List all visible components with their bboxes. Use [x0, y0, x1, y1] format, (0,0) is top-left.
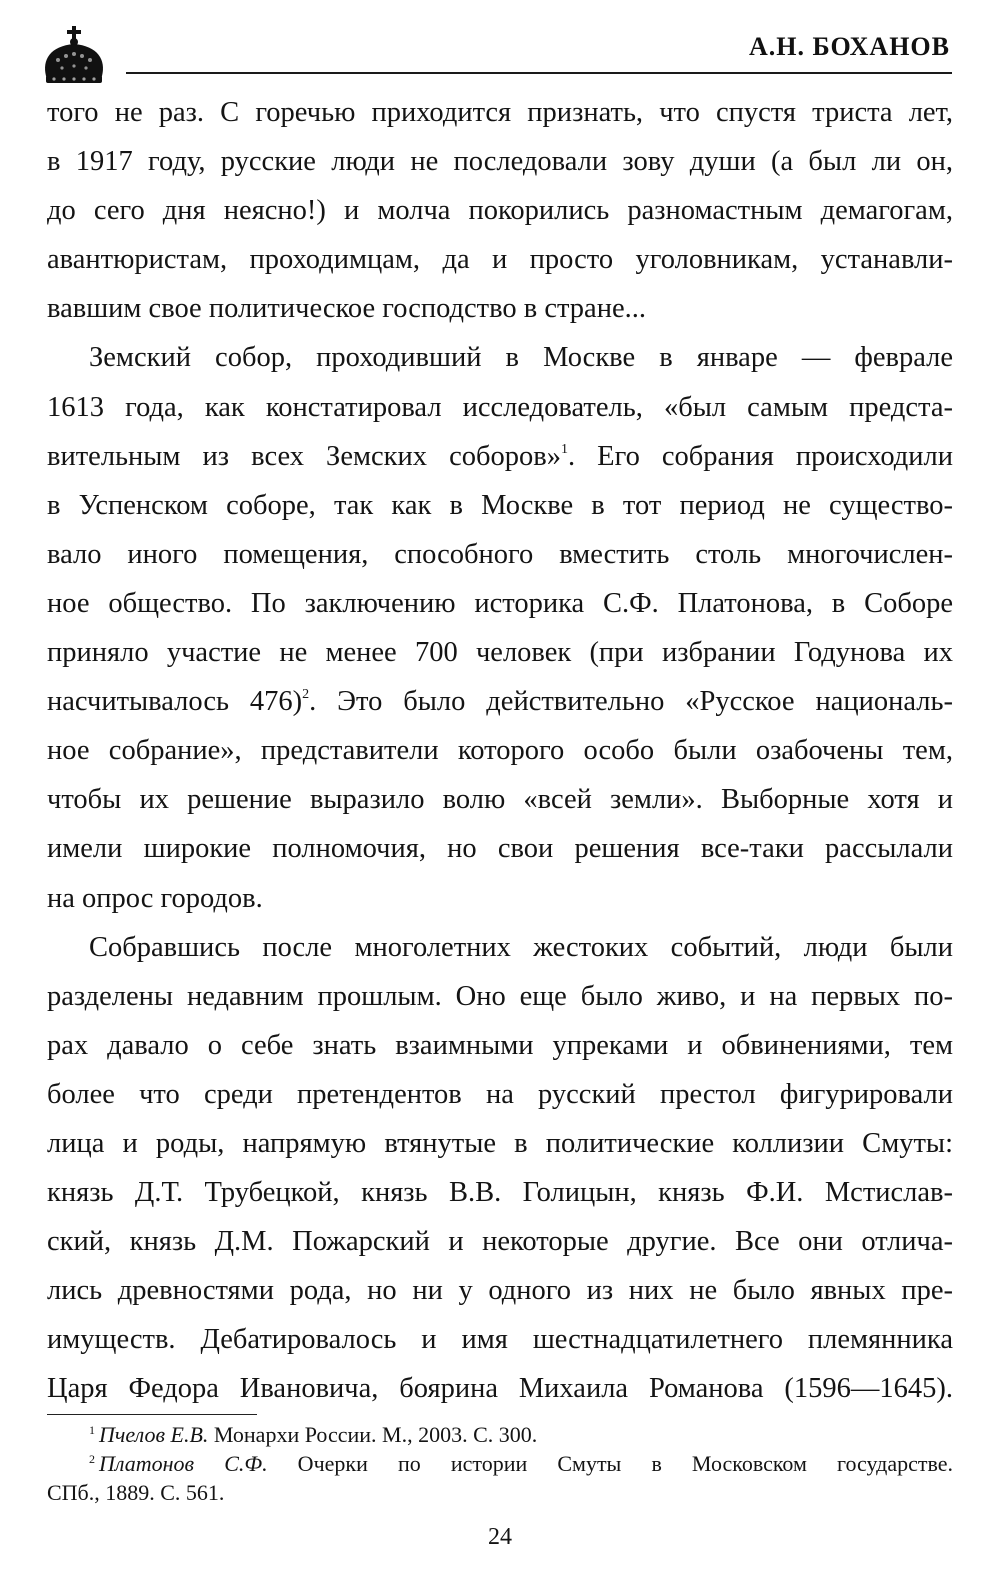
footnote-text: Монархи России. М., 2003. С. 300. [208, 1422, 538, 1447]
text-line: в Успенском соборе, так как в Москве в тот период не существо- [47, 489, 953, 521]
text-line: Земский собор, проходивший в Москве в январе — феврале [89, 342, 953, 374]
text-line: ное общество. По заключению историка С.Ф. Платонова, в Соборе [47, 587, 953, 619]
text-fragment: вительным из всех Земских соборов» [47, 440, 561, 472]
text-line: Собравшись после многолетних жестоких событий, люди были [89, 931, 953, 963]
text-fragment: . Это было действительно «Русское националь- [309, 686, 953, 718]
footnote-author: Платонов С.Ф. [99, 1451, 268, 1476]
text-line: вавшим свое политическое господство в стране... [47, 293, 646, 325]
text-line: приняло участие не менее 700 человек (при избрании Годунова их [47, 637, 953, 669]
text-line: того не раз. С горечью приходится признать, что спустя триста лет, [47, 97, 953, 128]
crown-icon [40, 26, 108, 88]
text-line: князь Д.Т. Трубецкой, князь В.В. Голицын, князь Ф.И. Мстислав- [47, 1177, 953, 1209]
footnotes [47, 1420, 953, 1507]
header-rule [126, 72, 952, 74]
text-line: имели широкие полномочия, но свои решения все-таки рассылали [47, 833, 953, 865]
text-line: ский, князь Д.М. Пожарский и некоторые другие. Все они отлича- [47, 1226, 953, 1258]
text-line: Царя Федора Ивановича, боярина Михаила Романова (1596—1645). [47, 1373, 953, 1405]
text-line: в 1917 году, русские люди не последовали зову души (а был ли он, [47, 146, 953, 178]
text-line: вало иного помещения, способного вместить столь многочислен- [47, 538, 953, 570]
text-line: ное собрание», представители которого особо были озабочены тем, [47, 735, 953, 767]
text-line: на опрос городов. [47, 882, 263, 914]
text-line [47, 677, 953, 726]
footnote-number: 2 [89, 1452, 95, 1466]
text-line: до сего дня неясно!) и молча покорились разномастным демагогам, [47, 195, 953, 227]
footnote-mark: 2 [302, 687, 310, 703]
text-line: 1613 года, как констатировал исследователь, «был самым предста- [47, 391, 953, 423]
footnote-number: 1 [89, 1423, 95, 1437]
footnote-2 [47, 1449, 953, 1478]
text-line: имуществ. Дебатировалось и имя шестнадцатилетнего племянника [47, 1324, 953, 1356]
text-line: чтобы их решение выразило волю «всей земли». Выборные хотя и [47, 784, 953, 816]
body-text [47, 88, 953, 1414]
footnote-mark: 1 [560, 441, 568, 457]
text-line: лица и роды, напрямую втянутые в политические коллизии Смуты: [47, 1127, 953, 1159]
text-line [47, 432, 953, 481]
text-fragment: . Его собрания происходили [567, 440, 954, 472]
text-line: рах давало о себе знать взаимными упреками и обвинениями, тем [47, 1029, 953, 1061]
running-header-author: А.Н. БОХАНОВ [748, 32, 950, 61]
page-number: 24 [488, 1524, 512, 1550]
footnote-1 [47, 1420, 953, 1449]
footnote-author: Пчелов Е.В. [99, 1422, 209, 1447]
footnote-text: Очерки по истории Смуты в Московском государстве. [267, 1451, 953, 1476]
footnote-rule [47, 1414, 257, 1415]
running-header [40, 22, 952, 82]
text-line: разделены недавним прошлым. Оно еще было живо, и на первых по- [47, 980, 953, 1012]
text-line: лись древностями рода, но ни у одного из них не было явных пре- [47, 1275, 953, 1307]
text-line: более что среди претендентов на русский престол фигурировали [47, 1078, 953, 1110]
text-line: авантюристам, проходимцам, да и просто уголовникам, устанавли- [47, 244, 953, 276]
text-fragment: насчитывалось 476) [47, 686, 303, 718]
footnote-2-continuation: СПб., 1889. С. 561. [47, 1480, 225, 1505]
